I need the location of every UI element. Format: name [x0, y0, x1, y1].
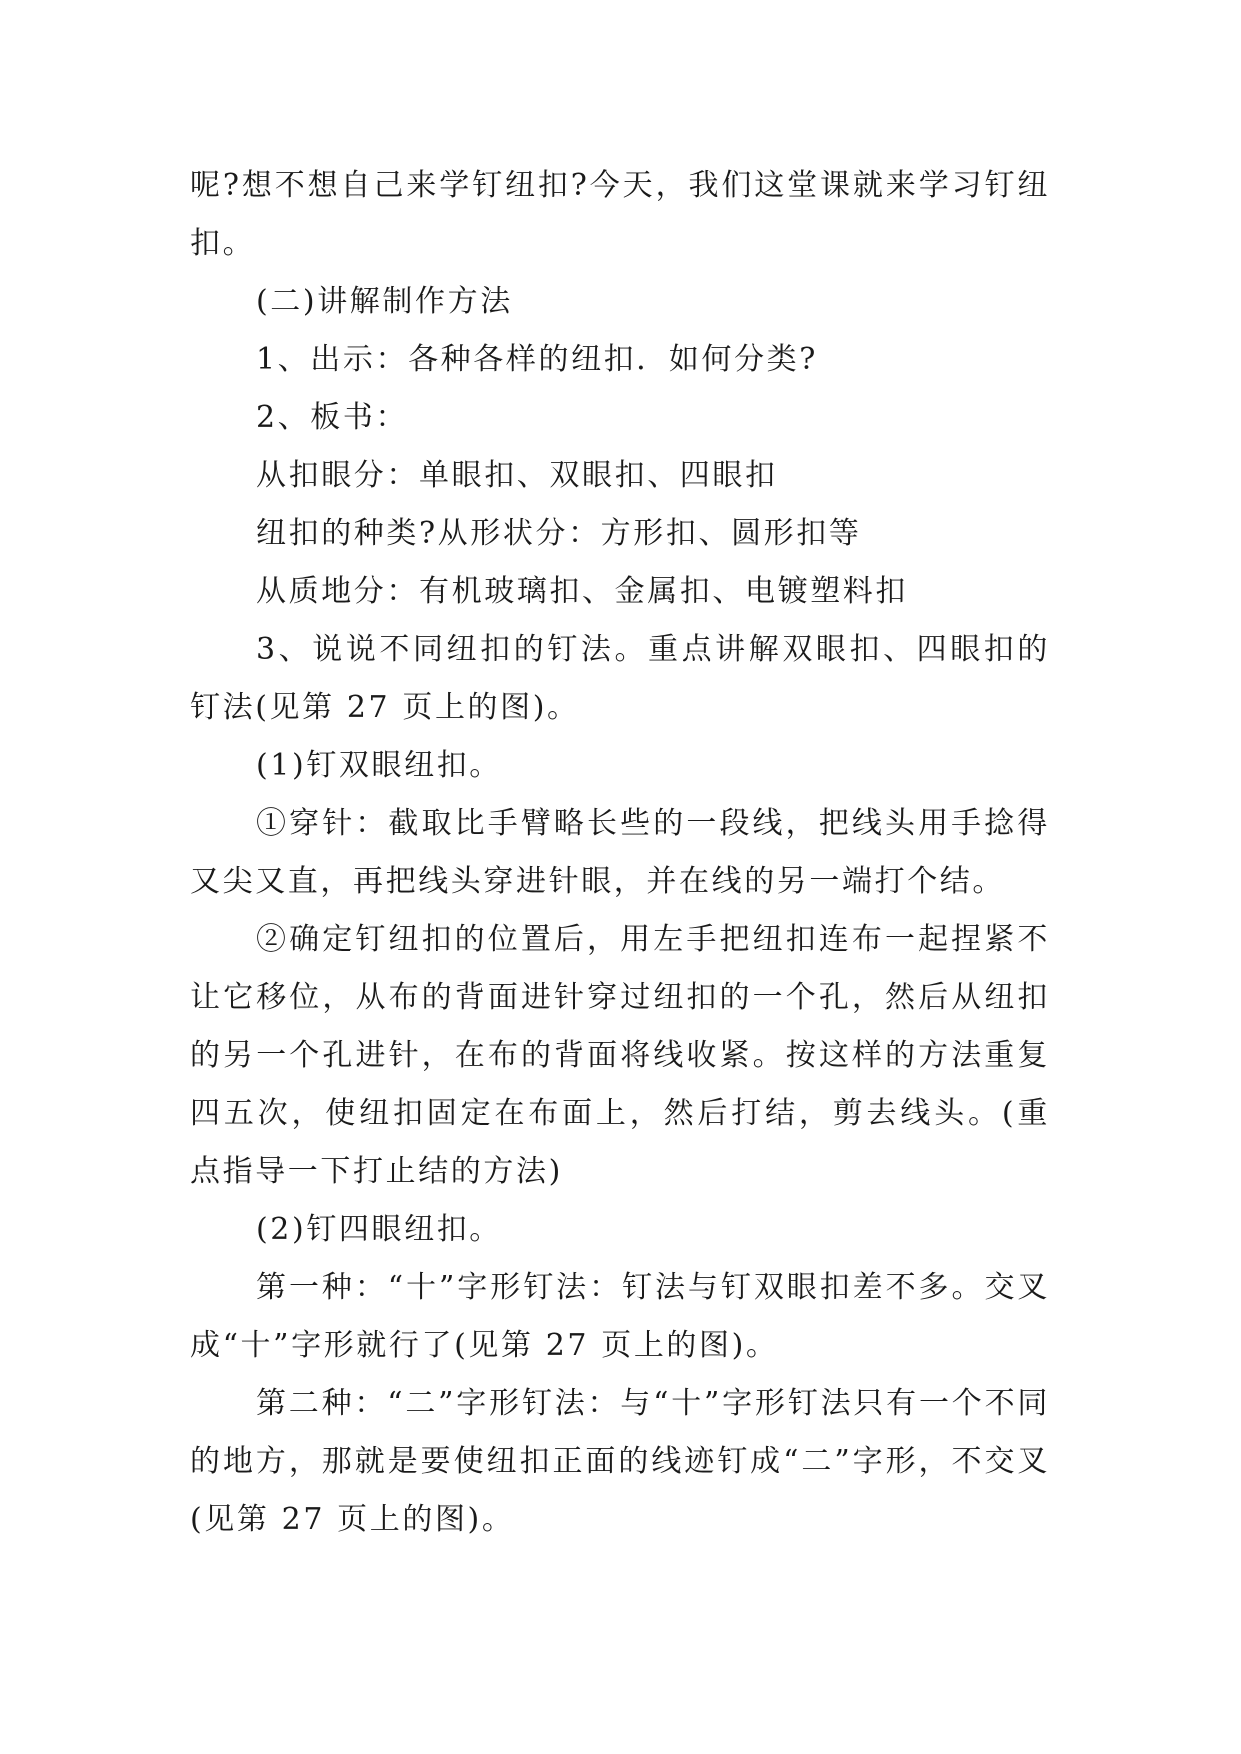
paragraph-1: 呢?想不想自己来学钉纽扣?今天，我们这堂课就来学习钉纽扣。: [190, 168, 1050, 261]
paragraph-5: 从扣眼分：单眼扣、双眼扣、四眼扣: [256, 458, 778, 493]
paragraph-14: 第二种：“二”字形钉法：与“十”字形钉法只有一个不同的地方，那就是要使纽扣正面的线迹钉成“二”字形，不交叉(见第 27 页上的图)。: [190, 1386, 1050, 1537]
paragraph-13: 第一种：“十”字形钉法：钉法与钉双眼扣差不多。交叉成“十”字形就行了(见第 27 页上的图)。: [190, 1270, 1050, 1363]
paragraph-2: (二)讲解制作方法: [256, 284, 513, 319]
paragraph-4: 2、板书：: [256, 400, 409, 435]
paragraph-6: 纽扣的种类?从形状分：方形扣、圆形扣等: [256, 516, 862, 551]
paragraph-9: (1)钉双眼纽扣。: [256, 748, 502, 783]
paragraph-12: (2)钉四眼纽扣。: [256, 1212, 502, 1247]
paragraph-10: ①穿针：截取比手臂略长些的一段线，把线头用手捻得又尖又直，再把线头穿进针眼，并在线的另一端打个结。: [190, 806, 1050, 899]
paragraph-11: ②确定钉纽扣的位置后，用左手把纽扣连布一起捏紧不让它移位，从布的背面进针穿过纽扣的一个孔，然后从纽扣的另一个孔进针，在布的背面将线收紧。按这样的方法重复四五次，使纽扣固定在布面上，然后打结，剪去线头。(重点指导一下打止结的方法): [190, 922, 1050, 1189]
paragraph-7: 从质地分：有机玻璃扣、金属扣、电镀塑料扣: [256, 574, 908, 609]
document-body: [190, 157, 1050, 1549]
paragraph-8: 3、说说不同纽扣的钉法。重点讲解双眼扣、四眼扣的钉法(见第 27 页上的图)。: [190, 632, 1050, 725]
paragraph-3: 1、出示：各种各样的纽扣．如何分类?: [256, 342, 818, 377]
